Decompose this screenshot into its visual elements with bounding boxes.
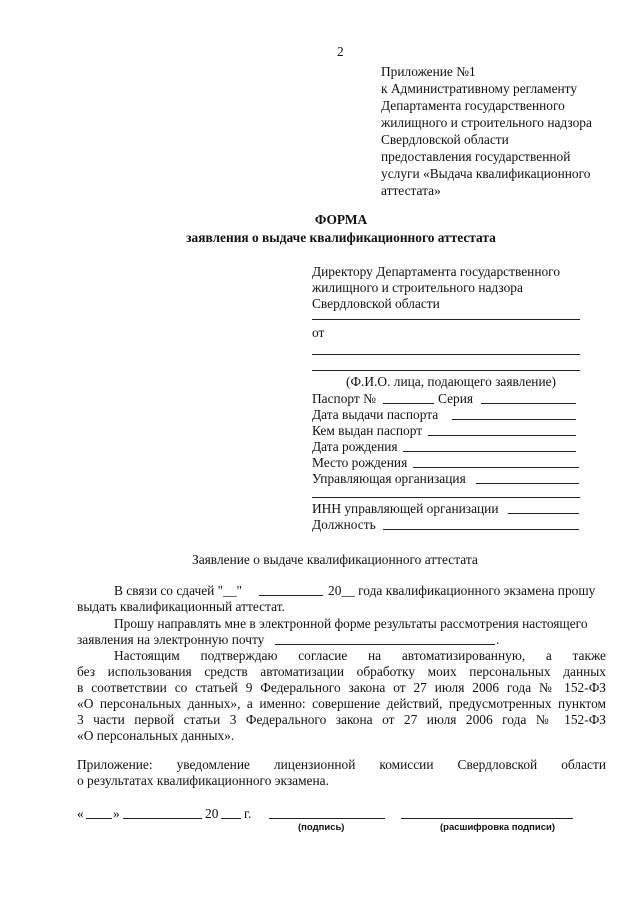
year-prefix: 20 <box>205 806 219 821</box>
day-line <box>86 818 112 819</box>
p3-line: без использования средств автоматизации обработку моих персональных данных <box>77 664 606 679</box>
page-number: 2 <box>337 44 344 59</box>
birth-place-line <box>413 467 579 468</box>
blank-line <box>312 354 580 355</box>
p3-line: в соответствии со статьей 9 Федерального закона от 27 июля 2006 года № 152-ФЗ <box>77 680 606 695</box>
issue-date-label: Дата выдачи паспорта <box>312 407 439 422</box>
series-line <box>481 403 576 404</box>
statement-title: Заявление о выдаче квалификационного аттестата <box>192 552 478 567</box>
p2-line1: Прошу направлять мне в электронной форме результаты рассмотрения настоящего <box>114 616 588 631</box>
signature-line <box>269 818 385 819</box>
appendix-line: услуги «Выдача квалификационного <box>381 166 591 181</box>
position-label: Должность <box>312 517 376 532</box>
blank-line <box>312 319 580 320</box>
appendix-line: жилищного и строительного надзора <box>381 115 592 130</box>
series-label: Серия <box>438 391 474 406</box>
appendix-line: аттестата» <box>381 183 441 198</box>
email-line <box>275 644 495 645</box>
inn-label: ИНН управляющей организации <box>312 501 499 516</box>
blank-line <box>312 497 580 498</box>
mgmt-org-line <box>476 483 579 484</box>
year-suffix: г. <box>244 806 252 821</box>
inn-line <box>508 513 579 514</box>
birth-date-line <box>403 451 576 452</box>
appendix-line: Департамента государственного <box>381 98 565 113</box>
fio-caption: (Ф.И.О. лица, подающего заявление) <box>346 374 557 389</box>
signature-caption: (подпись) <box>298 822 345 833</box>
form-title: ФОРМА <box>314 212 368 227</box>
p3-last: «О персональных данных». <box>77 728 235 743</box>
issued-by-line <box>428 435 576 436</box>
attachment-line: Приложение: уведомление лицензионной комиссии Свердловской области <box>77 757 606 772</box>
addressee-line: жилищного и строительного надзора <box>312 280 523 295</box>
p3-line: «О персональных данных», а именно: совершение действий, предусмотренных пунктом <box>77 696 606 711</box>
appendix-line: Свердловской области <box>381 132 509 147</box>
signature-decode-caption: (расшифровка подписи) <box>440 822 556 833</box>
appendix-line: предоставления государственной <box>381 149 571 164</box>
date-open-quote: « <box>77 806 84 821</box>
month-line <box>259 595 323 596</box>
addressee-line: Директору Департамента государственного <box>312 264 561 279</box>
appendix-line: к Административному регламенту <box>381 81 578 96</box>
p1-end: выдать квалификационный аттестат. <box>77 599 285 614</box>
p3-line: Настоящим подтверждаю согласие на автоматизированную, а также <box>114 648 606 663</box>
birth-place-label: Место рождения <box>312 455 408 470</box>
month-sign-line <box>123 818 202 819</box>
p3-line: 3 части первой статьи 3 Федерального закона от 27 июля 2006 года № 152-ФЗ <box>77 712 606 727</box>
p2-line2-start: заявления на электронную почту <box>77 632 265 647</box>
mgmt-org-label: Управляющая организация <box>312 471 466 486</box>
signature-decode-line <box>401 818 573 819</box>
birth-date-label: Дата рождения <box>312 439 398 454</box>
appendix-line: Приложение №1 <box>381 64 476 79</box>
addressee-line: Свердловской области <box>312 296 440 311</box>
issue-date-line <box>452 419 576 420</box>
form-subtitle: заявления о выдаче квалификационного аттестата <box>186 230 496 245</box>
p2-line2-end: . <box>496 632 500 647</box>
attachment-line: о результатах квалификационного экзамена. <box>77 773 329 788</box>
from-label: от <box>312 325 325 340</box>
position-line <box>383 529 579 530</box>
blank-line <box>312 370 580 371</box>
passport-number-line <box>383 403 434 404</box>
issued-by-label: Кем выдан паспорт <box>312 423 423 438</box>
p1-start: В связи со сдачей "__" <box>114 583 242 598</box>
year-line <box>221 818 241 819</box>
p1-year: 20__ года квалификационного экзамена прошу <box>328 583 596 598</box>
passport-label: Паспорт № <box>312 391 376 406</box>
date-close-quote: » <box>113 806 120 821</box>
